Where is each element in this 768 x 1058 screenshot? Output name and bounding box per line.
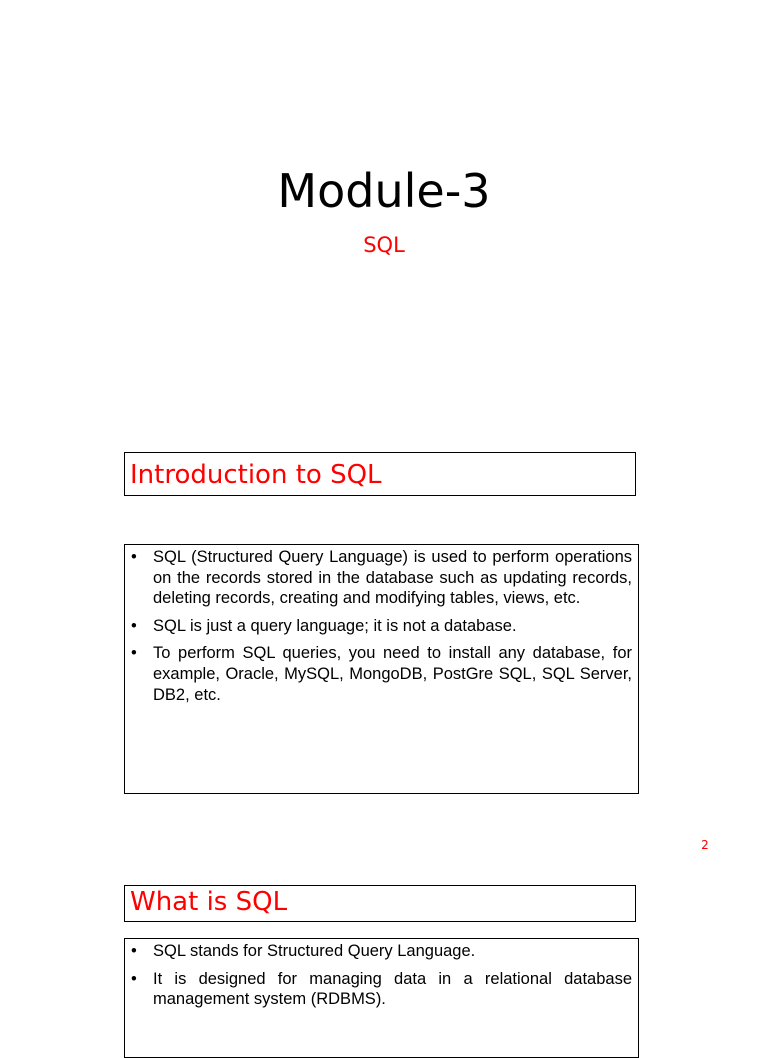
slide-subtitle: SQL	[363, 233, 405, 257]
bullet-icon: •	[131, 644, 137, 663]
bullet-icon: •	[131, 616, 137, 635]
list-item: • SQL is just a query language; it is not a database.	[131, 616, 517, 635]
list-item: • SQL stands for Structured Query Language.	[131, 942, 476, 960]
list-item: • To perform SQL queries, you need to install any database, for example, Oracle, MySQL, MongoDB, PostGre SQL, SQL Server, DB2, etc.	[131, 644, 632, 704]
list-item: • It is designed for managing data in a relational database management system (RDBMS).	[131, 969, 632, 1009]
bullet-icon: •	[131, 969, 137, 988]
bullet-icon: •	[131, 548, 137, 566]
list-item: • SQL (Structured Query Language) is used to perform operations on the records stored in the database such as updating records, deleting records, creating and modifying tables, views, etc.	[131, 548, 632, 608]
intro-heading: Introduction to SQL	[130, 460, 382, 490]
bullet-icon: •	[131, 942, 137, 960]
slide-title: Module-3	[277, 164, 491, 218]
intro-heading-box	[124, 452, 636, 496]
intro-content-box	[124, 544, 639, 794]
what-is-sql-heading-box	[124, 885, 636, 922]
intro-bullet-list	[125, 545, 638, 705]
what-is-sql-heading: What is SQL	[130, 887, 288, 917]
what-is-sql-bullet-list	[125, 939, 638, 1010]
page-number: 2	[701, 838, 709, 852]
what-is-sql-content-box	[124, 938, 639, 1058]
